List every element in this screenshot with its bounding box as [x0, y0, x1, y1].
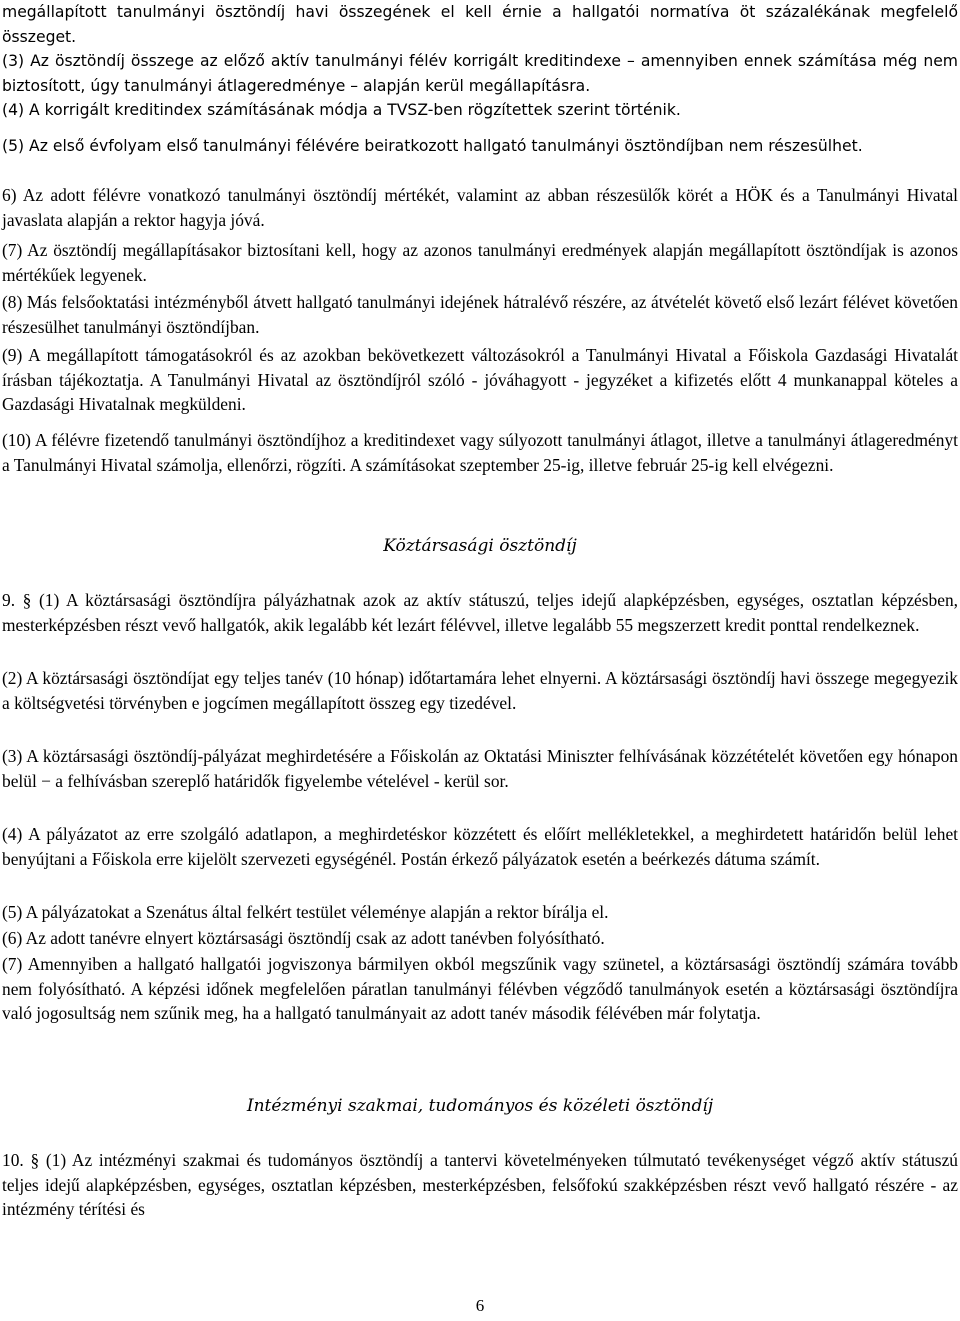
paragraph: (6) Az adott tanévre elnyert köztársasági ösztöndíj csak az adott tanévben folyósítható.	[2, 928, 605, 948]
paragraph: 9. § (1) A köztársasági ösztöndíjra pályázhatnak azok az aktív státuszú, teljes idejű alapképzésben, egységes, osztatlan képzésben, mesterképzésben részt vevő hallgatók, akik legalább két lezárt félévvel, illetve legalább 55 megszerzett kredit ponttal rendelkeznek.	[2, 590, 958, 635]
paragraph: (8) Más felsőoktatási intézményből átvett hallgató tanulmányi idejének hátralévő részére, az átvételét követő első lezárt félévet követően részesülhet tanulmányi ösztöndíjban.	[2, 292, 958, 337]
paragraph: 6) Az adott félévre vonatkozó tanulmányi ösztöndíj mértékét, valamint az abban részesülők körét a HÖK és a Tanulmányi Hivatal javaslata alapján a rektor hagyja jóvá.	[2, 185, 958, 230]
section-heading: Intézményi szakmai, tudományos és közéleti ösztöndíj	[246, 1096, 714, 1116]
paragraph: (5) A pályázatokat a Szenátus által felkért testület véleménye alapján a rektor bírálja el.	[2, 902, 609, 922]
page-number: 6	[475, 1296, 485, 1315]
paragraph: (7) Amennyiben a hallgató hallgatói jogviszonya bármilyen okból megszűnik vagy szünetel, a köztársasági ösztöndíj számára tovább nem folyósítható. A képzési időnek megfelelően páratlan tanulmányi félévben végződő tanulmányok esetén a köztársasági ösztöndíjra való jogosultság nem szűnik meg, ha a hallgató tanulmányait az adott tanév második félévében már folytatja.	[2, 954, 958, 1024]
paragraph: (9) A megállapított támogatásokról és az azokban bekövetkezett változásokról a Tanulmányi Hivatal a Főiskola Gazdasági Hivatalát írásban tájékoztatja. A Tanulmányi Hivatal az ösztöndíjról szóló - jóváhagyott - jegyzéket a kifizetés előtt 4 munkanappal köteles a Gazdasági Hivatalnak megküldeni.	[2, 345, 958, 415]
paragraph: (4) A korrigált kreditindex számításának módja a TVSZ-ben rögzítettek szerint történik.	[2, 101, 681, 119]
paragraph: (10) A félévre fizetendő tanulmányi ösztöndíjhoz a kreditindexet vagy súlyozott tanulmányi átlagot, illetve a tanulmányi átlageredményt a Tanulmányi Hivatal számolja, ellenőrzi, rögzíti. A számításokat szeptember 25-ig, illetve február 25-ig kell elvégezni.	[2, 430, 958, 475]
paragraph: 10. § (1) Az intézményi szakmai és tudományos ösztöndíj a tantervi követelményeken túlmutató tevékenységet végző aktív státuszú teljes idejű alapképzésben, egységes, osztatlan képzésben, mesterképzésben, felsőfokú szakképzésben részt vevő hallgató részére - az intézmény térítési és	[2, 1150, 958, 1220]
section-heading: Köztársasági ösztöndíj	[383, 536, 577, 556]
paragraph: (4) A pályázatot az erre szolgáló adatlapon, a meghirdetéskor közzétett és előírt mellékletekkel, a meghirdetett határidőn belül lehet benyújtani a Főiskola erre kijelölt szervezeti egységénél. Postán érkező pályázatok esetén a beérkezés dátuma számít.	[2, 824, 958, 869]
paragraph: megállapított tanulmányi ösztöndíj havi összegének el kell érnie a hallgatói normatíva öt százalékának megfelelő összeget.	[2, 3, 958, 46]
paragraph: (2) A köztársasági ösztöndíjat egy teljes tanév (10 hónap) időtartamára lehet elnyerni. A köztársasági ösztöndíj havi összege megegyezik a költségvetési törvényben e jogcímen megállapított összeg egy tizedével.	[2, 668, 958, 713]
paragraph: (3) A köztársasági ösztöndíj-pályázat meghirdetésére a Főiskolán az Oktatási Miniszter felhívásának közzétételét követően egy hónapon belül − a felhívásban szereplő határidők figyelembe vételével - kerül sor.	[2, 746, 958, 791]
paragraph: (3) Az ösztöndíj összege az előző aktív tanulmányi félév korrigált kreditindexe – amennyiben ennek számítása még nem biztosított, úgy tanulmányi átlageredménye – alapján kerül megállapításra.	[2, 52, 958, 95]
paragraph: (5) Az első évfolyam első tanulmányi félévére beiratkozott hallgató tanulmányi ösztöndíjban nem részesülhet.	[2, 137, 863, 155]
paragraph: (7) Az ösztöndíj megállapításakor biztosítani kell, hogy az azonos tanulmányi eredmények alapján megállapított ösztöndíjak is azonos mértékűek legyenek.	[2, 240, 958, 285]
